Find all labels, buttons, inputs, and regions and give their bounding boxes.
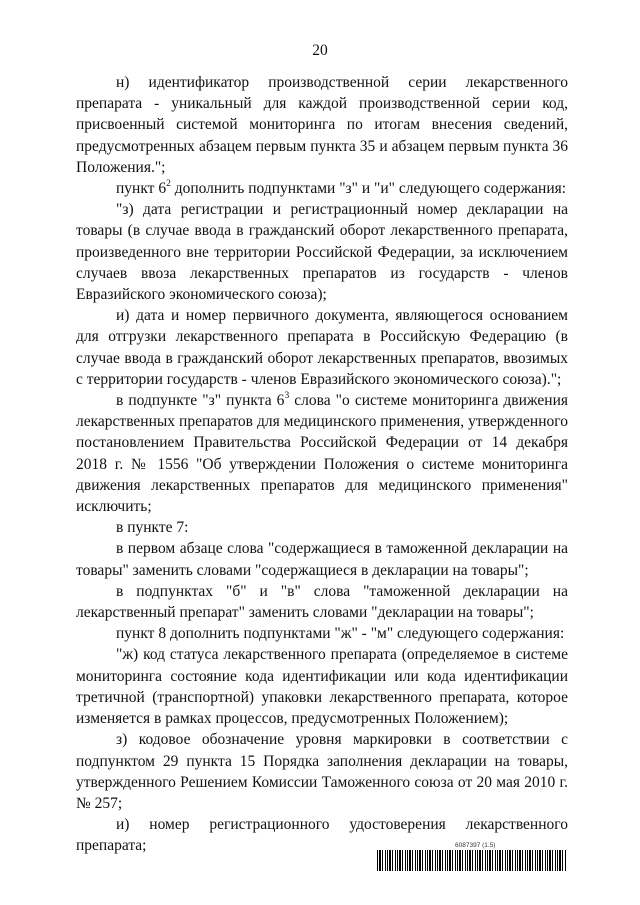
paragraph-first-abzac: в первом абзаце слова "содержащиеся в таможенной декларации на товары" заменить словами "содержащиеся в декларации на товары"; bbox=[76, 540, 568, 579]
page-number: 20 bbox=[312, 42, 328, 59]
paragraph-text: слова "о системе мониторинга движения лекарственных препаратов для медицинского применения, утвержденного постановлением Правительства Российской Федерации от 14 декабря 2018 г. № 1556 "Об утверждении Положения о системе мониторинга движения лекарственных препаратов для медицинского применения" исключить; bbox=[76, 392, 568, 516]
paragraph-z: "з) дата регистрации и регистрационный номер декларации на товары (в случае ввода в гражданский оборот лекарственного препарата, произведенного вне территории Российской Федерации, за исключением случаев ввоза лекарственных препаратов из государств - членов Евразийского экономического союза); bbox=[76, 201, 568, 304]
paragraph-text: пункт 6 bbox=[116, 180, 167, 198]
paragraph-b-v: в подпунктах "б" и "в" слова "таможенной декларации на лекарственный препарат" заменить словами "декларации на товары"; bbox=[76, 582, 568, 622]
paragraph-text: дополнить подпунктами "з" и "и" следующего содержания: bbox=[170, 180, 567, 198]
paragraph-zh: "ж) код статуса лекарственного препарата (определяемое в системе мониторинга состояние кода идентификации или кода идентификации третичной (транспортной) упаковки лекарственного препарата, которое изменяется в рамках процессов, предусмотренных Положением); bbox=[76, 646, 568, 728]
paragraph-z-code: з) кодовое обозначение уровня маркировки в соответствии с подпунктом 29 пункта 15 Порядка заполнения декларации на товары, утвержденного Решением Комиссии Таможенного союза от 20 мая 2010 г. № 257; bbox=[76, 731, 568, 812]
paragraph-point-7: в пункте 7: bbox=[116, 519, 189, 537]
paragraph-point-8: пункт 8 дополнить подпунктами "ж" - "м" следующего содержания: bbox=[116, 625, 565, 643]
paragraph-point-6-2 bbox=[76, 178, 568, 199]
paragraph-n: н) идентификатор производственной серии лекарственного препарата - уникальный для каждой производственной серии код, присвоенный системой мониторинга по итогам внесения сведений, предусмотренных абзацем первым пункта 35 и абзацем первым пункта 36 Положения."; bbox=[76, 74, 568, 176]
superscript: 3 bbox=[284, 390, 290, 401]
paragraph-i: и) дата и номер первичного документа, являющегося основанием для отгрузки лекарственного препарата в Российскую Федерацию (в случае ввода в гражданский оборот лекарственных препаратов, ввозимых с территории государств - членов Евразийского экономического союза)."; bbox=[76, 307, 568, 388]
paragraph-text: в подпункте "з" пункта 6 bbox=[116, 392, 285, 410]
paragraph-point-6-3 bbox=[76, 390, 568, 517]
barcode-icon bbox=[377, 850, 567, 871]
paragraph-i-number: и) номер регистрационного удостоверения лекарственного препарата; bbox=[76, 816, 568, 855]
document-body bbox=[76, 72, 568, 857]
document-code: 6087397 (1.5) bbox=[455, 842, 496, 849]
superscript: 2 bbox=[166, 178, 171, 189]
